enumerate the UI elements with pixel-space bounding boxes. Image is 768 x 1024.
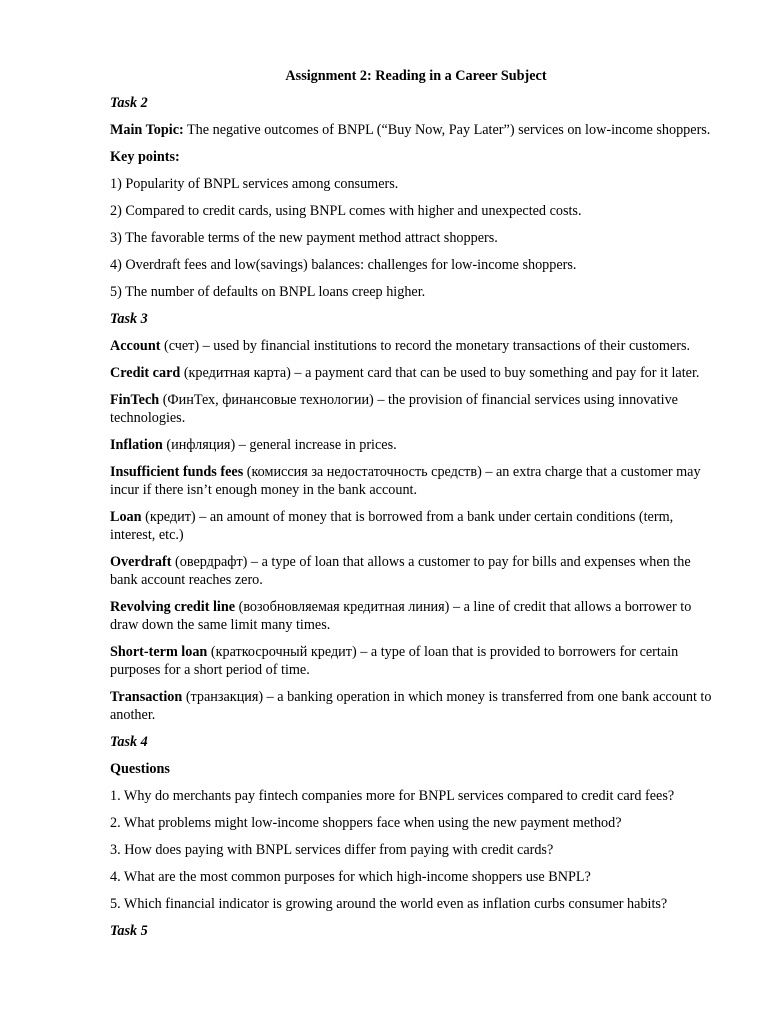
glossary-entry [110,463,720,499]
main-topic-text: The negative outcomes of BNPL (“Buy Now, Pay Later”) services on low-income shoppers. [183,122,711,138]
task-4-heading: Task 4 [110,734,148,750]
key-points-label: Key points: [110,149,180,165]
task-2-heading: Task 2 [110,95,148,111]
glossary-term: Insufficient funds fees [110,464,244,480]
glossary-entry [110,364,720,382]
glossary-term: Transaction [110,689,183,705]
glossary-entry [110,598,720,634]
key-point: 5) The number of defaults on BNPL loans creep higher. [110,284,426,300]
glossary-definition: (кредит) – an amount of money that is borrowed from a bank under certain conditions (term, interest, etc.) [110,509,674,543]
glossary-definition: (ФинТех, финансовые технологии) – the provision of financial services using innovative technologies. [110,392,678,426]
glossary-entry [110,337,720,355]
main-topic [110,121,720,139]
question: 1. Why do merchants pay fintech companies more for BNPL services compared to credit card fees? [110,788,675,804]
key-point: 1) Popularity of BNPL services among consumers. [110,176,399,192]
glossary-definition: (транзакция) – a banking operation in which money is transferred from one bank account to another. [110,689,712,723]
question: 5. Which financial indicator is growing around the world even as inflation curbs consumer habits? [110,896,668,912]
glossary-entry [110,553,720,589]
glossary-term: Loan [110,509,142,525]
document-page [110,67,720,949]
glossary-definition: (кредитная карта) – a payment card that can be used to buy something and pay for it later. [180,365,700,381]
glossary-entry [110,391,720,427]
glossary-term: FinTech [110,392,160,408]
glossary-definition: (инфляция) – general increase in prices. [162,437,397,453]
main-topic-label: Main Topic: [110,122,184,138]
glossary-definition: (комиссия за недостаточность средств) – an extra charge that a customer may incur if there isn’t enough money in the bank account. [110,464,701,498]
key-point: 2) Compared to credit cards, using BNPL comes with higher and unexpected costs. [110,203,582,219]
glossary-entry [110,508,720,544]
glossary-term: Short-term loan [110,644,208,660]
question: 4. What are the most common purposes for which high-income shoppers use BNPL? [110,869,591,885]
glossary-term: Revolving credit line [110,599,236,615]
question: 2. What problems might low-income shoppers face when using the new payment method? [110,815,622,831]
task-3-heading: Task 3 [110,311,148,327]
glossary-definition: (возобновляемая кредитная линия) – a line of credit that allows a borrower to draw down the same limit many times. [110,599,692,633]
glossary-entry [110,688,720,724]
glossary-definition: (овердрафт) – a type of loan that allows a customer to pay for bills and expenses when the bank account reaches zero. [110,554,691,588]
glossary-entry [110,436,720,454]
key-point: 4) Overdraft fees and low(savings) balances: challenges for low-income shoppers. [110,257,577,273]
key-point: 3) The favorable terms of the new payment method attract shoppers. [110,230,498,246]
glossary-term: Overdraft [110,554,172,570]
questions-label: Questions [110,761,170,777]
glossary-entry [110,643,720,679]
glossary-term: Account [110,338,161,354]
task-5-heading: Task 5 [110,923,148,939]
glossary-definition: (счет) – used by financial institutions to record the monetary transactions of their customers. [160,338,691,354]
document-title: Assignment 2: Reading in a Career Subject [285,68,547,84]
glossary-term: Credit card [110,365,181,381]
question: 3. How does paying with BNPL services differ from paying with credit cards? [110,842,554,858]
glossary-definition: (краткосрочный кредит) – a type of loan that is provided to borrowers for certain purposes for a short period of time. [110,644,679,678]
glossary-term: Inflation [110,437,163,453]
